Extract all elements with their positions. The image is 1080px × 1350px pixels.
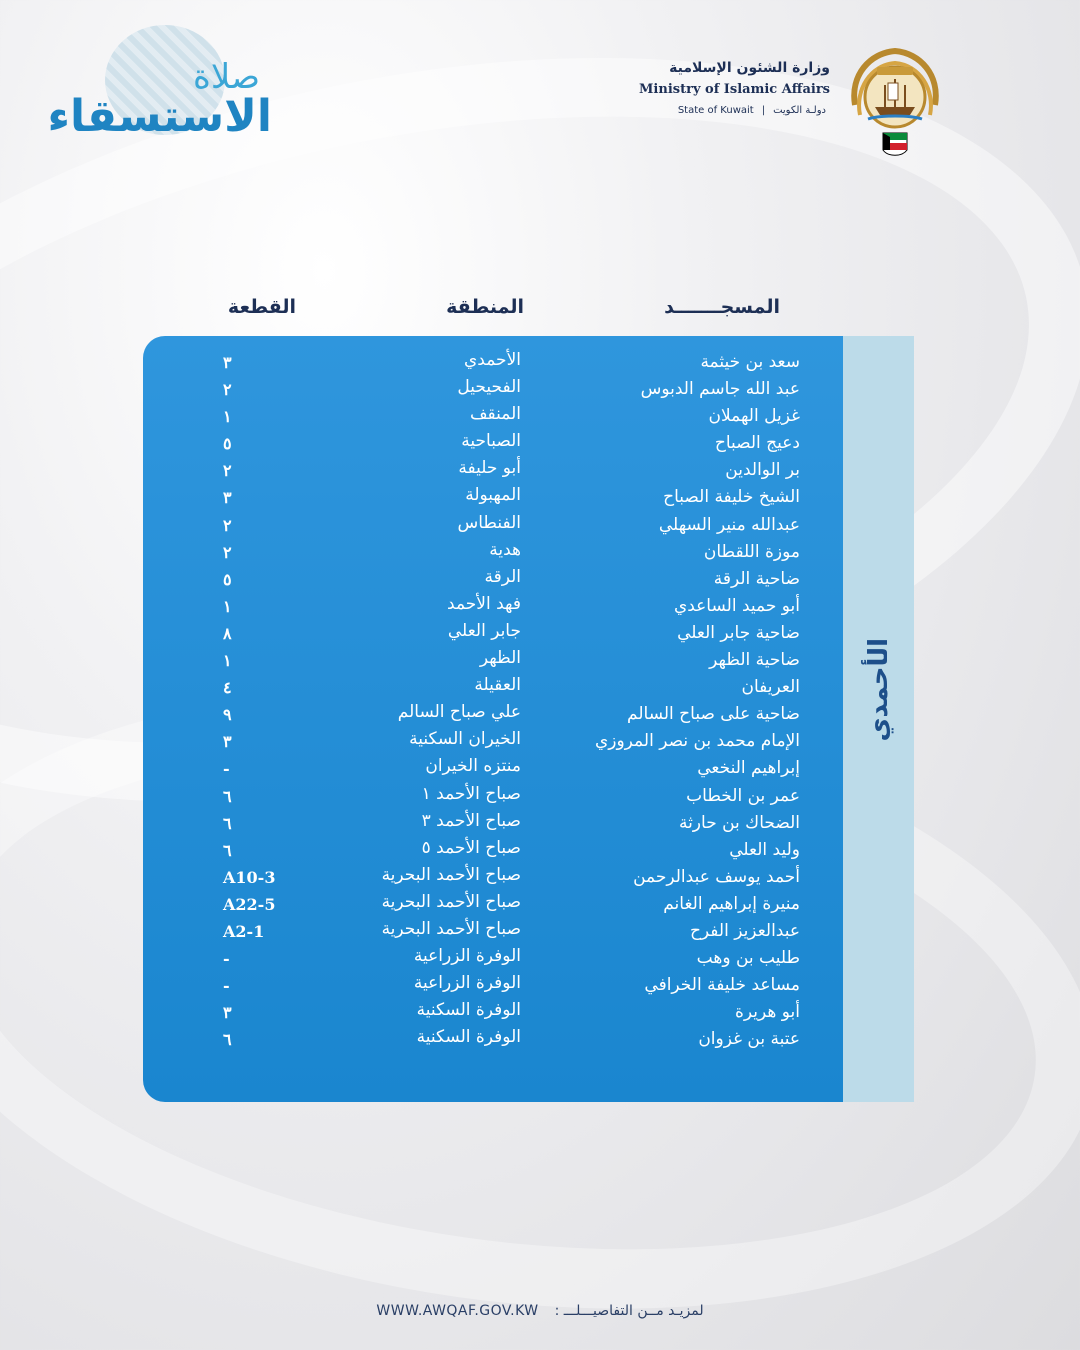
mosque-name: عبدالعزيز الفرح <box>689 920 800 941</box>
table-row <box>143 648 843 675</box>
table-row <box>143 1027 843 1054</box>
mosque-name: إبراهيم النخعي <box>697 758 800 779</box>
table-row <box>143 431 843 458</box>
table-row <box>143 485 843 512</box>
mosque-name: ضاحية جابر العلي <box>677 622 800 643</box>
area-name: هدية <box>489 539 521 560</box>
ministry-header <box>639 60 830 116</box>
table-row <box>143 513 843 540</box>
ministry-name-english: Ministry of Islamic Affairs <box>639 82 830 97</box>
mosque-name: الضحاك بن حارثة <box>678 812 800 833</box>
area-name: أبو حليفة <box>458 458 521 479</box>
area-name: الرقة <box>484 566 521 587</box>
ministry-name-arabic: وزارة الشئون الإسلامية <box>669 60 830 76</box>
table-row <box>143 350 843 377</box>
block-number: A22-5 <box>223 894 276 914</box>
block-number: - <box>223 976 230 996</box>
block-number: ٦ <box>223 786 232 806</box>
block-number: ٥ <box>223 569 232 589</box>
table-row <box>143 865 843 892</box>
mosque-name: بر الوالدين <box>725 460 800 481</box>
table-row <box>143 621 843 648</box>
title-line-2: الاستسقاء <box>47 91 272 142</box>
table-row <box>143 838 843 865</box>
mosque-name: سعد بن خيثمة <box>700 352 800 372</box>
table-row <box>143 973 843 1000</box>
block-number: ٢ <box>223 515 232 535</box>
header-area: المنطقة <box>446 296 524 318</box>
area-name: المهبولة <box>465 485 521 506</box>
area-name: صباح الأحمد ٥ <box>421 837 521 858</box>
mosque-name: ضاحية على صباح السالم <box>627 704 800 725</box>
block-number: ٥ <box>223 434 232 454</box>
table-row <box>143 919 843 946</box>
block-number: A10-3 <box>223 867 276 887</box>
state-divider: | <box>761 105 766 116</box>
block-number: ٦ <box>223 840 232 860</box>
block-number: ٦ <box>223 1030 232 1050</box>
area-name: الوفرة السكنية <box>416 1000 521 1021</box>
mosque-name: مساعد خليفة الخرافي <box>644 975 800 996</box>
mosque-name: دعيج الصباح <box>714 433 800 454</box>
mosque-name: عتبة بن غزوان <box>698 1029 800 1050</box>
governorate-label-wrap <box>843 560 914 820</box>
table-row <box>143 377 843 404</box>
mosque-name: عمر بن الخطاب <box>686 785 800 806</box>
mosque-name: الإمام محمد بن نصر المروزي <box>594 731 800 752</box>
block-number: ٤ <box>223 678 232 698</box>
table-row <box>143 675 843 702</box>
block-number: ١ <box>223 651 232 671</box>
mosque-name: ضاحية الرقة <box>713 568 800 589</box>
table-row <box>143 1000 843 1027</box>
mosque-name: عبد الله جاسم الدبوس <box>640 379 800 400</box>
header-block: القطعة <box>227 296 296 318</box>
table-row <box>143 702 843 729</box>
block-number: ٢ <box>223 461 232 481</box>
block-number: A2-1 <box>223 921 265 941</box>
table-row <box>143 946 843 973</box>
area-name: صباح الأحمد ٣ <box>421 810 521 831</box>
area-name: صباح الأحمد البحرية <box>381 864 521 885</box>
area-name: الوفرة السكنية <box>416 1027 521 1048</box>
table-row <box>143 567 843 594</box>
website-link[interactable]: WWW.AWQAF.GOV.KW <box>376 1303 539 1319</box>
footer <box>0 1303 1080 1319</box>
block-number: - <box>223 949 230 969</box>
state-english: State of Kuwait <box>677 105 754 116</box>
mosque-name: غزيل الهملان <box>708 406 800 427</box>
mosque-name: أبو هريرة <box>734 1002 800 1023</box>
table-row <box>143 784 843 811</box>
table-row <box>143 458 843 485</box>
footer-label: لمزيـد مــن التفاصيـــلـــ : <box>554 1303 704 1319</box>
area-name: الظهر <box>479 648 521 669</box>
table-row <box>143 594 843 621</box>
block-number: ٣ <box>223 1003 232 1023</box>
table-row <box>143 892 843 919</box>
area-name: علي صباح السالم <box>397 702 521 723</box>
mosque-name: منيرة إبراهيم الغانم <box>663 893 800 914</box>
mosque-name: أبو حميد الساعدي <box>673 595 800 616</box>
block-number: ٣ <box>223 353 232 372</box>
mosque-name: عبدالله منير السهلي <box>658 514 800 535</box>
area-name: العقيلة <box>474 675 521 696</box>
area-name: فهد الأحمد <box>447 593 521 614</box>
block-number: ١ <box>223 407 232 427</box>
mosque-name: وليد العلي <box>729 839 800 860</box>
area-name: جابر العلي <box>447 620 521 641</box>
area-name: الصباحية <box>461 431 521 452</box>
table-row <box>143 540 843 567</box>
ministry-state <box>639 105 830 116</box>
event-title <box>47 25 290 145</box>
block-number: - <box>223 759 230 779</box>
area-name: صباح الأحمد البحرية <box>381 891 521 912</box>
area-name: صباح الأحمد البحرية <box>381 918 521 939</box>
mosque-name: العريفان <box>741 677 800 698</box>
area-name: الفنطاس <box>457 512 521 533</box>
block-number: ٣ <box>223 488 232 508</box>
table-row <box>143 404 843 431</box>
table-row <box>143 756 843 783</box>
header-mosque: المسجـــــــد <box>664 296 780 318</box>
mosque-name: ضاحية الظهر <box>709 650 800 671</box>
block-number: ٢ <box>223 380 232 400</box>
governorate-label: الأحمدي <box>863 638 894 742</box>
table-row <box>143 811 843 838</box>
mosque-name: موزة اللقطان <box>703 541 800 562</box>
block-number: ٨ <box>223 623 232 643</box>
area-name: الخيران السكنية <box>409 729 521 750</box>
mosque-list <box>143 350 843 1054</box>
table-row <box>143 729 843 756</box>
title-line-1: صلاة <box>193 57 260 97</box>
area-name: الوفرة الزراعية <box>413 946 521 967</box>
state-arabic: دولـة الكويت <box>773 105 826 116</box>
block-number: ٣ <box>223 732 232 752</box>
mosque-name: طليب بن وهب <box>696 948 800 969</box>
block-number: ٦ <box>223 813 232 833</box>
block-number: ١ <box>223 596 232 616</box>
area-name: صباح الأحمد ١ <box>421 783 521 804</box>
block-number: ٢ <box>223 542 232 562</box>
area-name: الفحيحيل <box>457 377 521 398</box>
area-name: منتزه الخيران <box>425 756 521 777</box>
mosque-name: أحمد يوسف عبدالرحمن <box>633 866 800 887</box>
area-name: الوفرة الزراعية <box>413 973 521 994</box>
block-number: ٩ <box>223 705 232 725</box>
area-name: الأحمدي <box>464 350 521 370</box>
area-name: المنقف <box>469 404 521 425</box>
mosque-name: الشيخ خليفة الصباح <box>663 487 800 508</box>
kuwait-emblem-icon <box>840 45 950 160</box>
